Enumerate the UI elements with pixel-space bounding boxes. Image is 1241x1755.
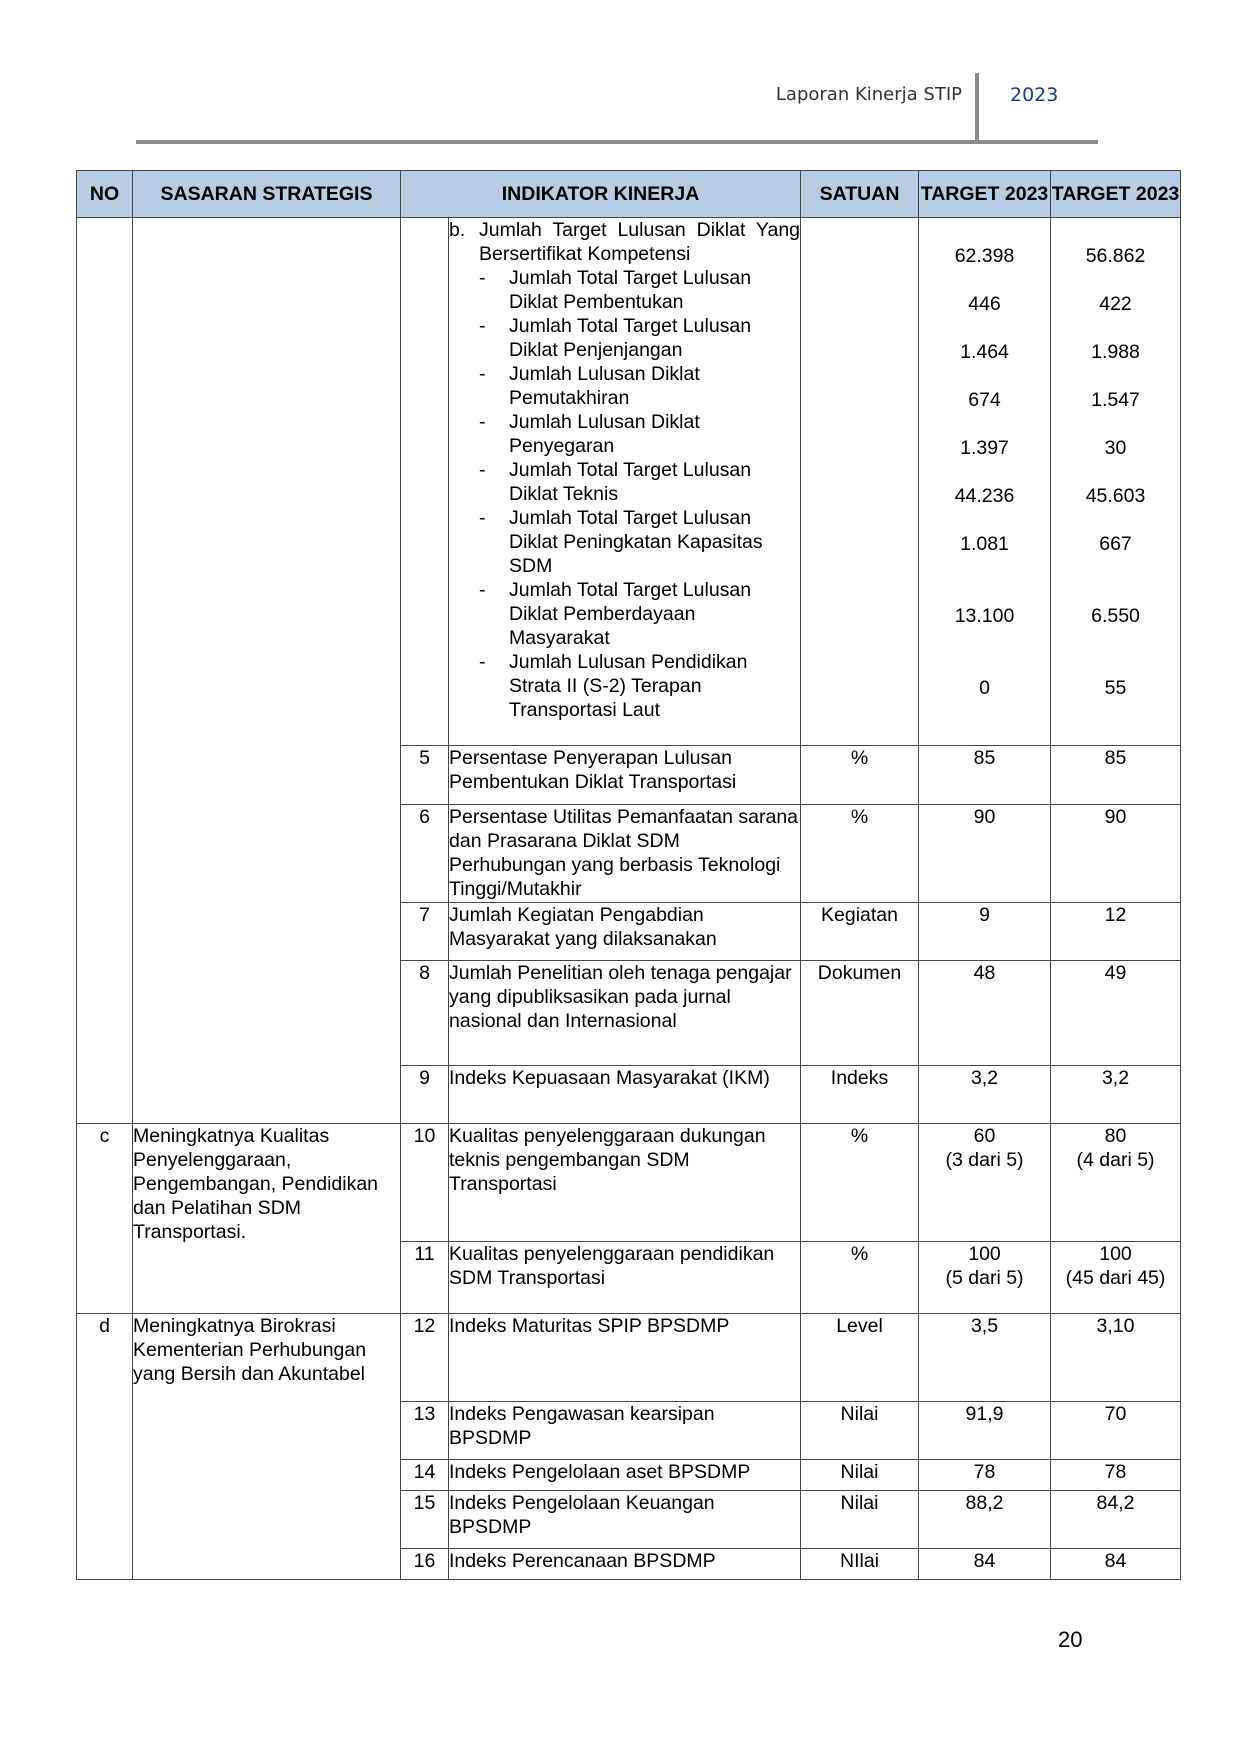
table-header-row bbox=[77, 171, 1181, 218]
table-row: 15 Indeks Pengelolaan Keuangan BPSDMP Nilai 88,2 84,2 bbox=[77, 1491, 1181, 1549]
list-item: - Jumlah Total Target Lulusan Diklat Teknis bbox=[479, 459, 752, 505]
table-row: 5 Persentase Penyerapan Lulusan Pembentukan Diklat Transportasi % 85 85 bbox=[77, 746, 1181, 805]
table-row: d Meningkatnya Birokrasi Kementerian Perhubungan yang Bersih dan Akuntabel 12 Indeks Maturitas SPIP BPSDMP Level 3,5 3,10 bbox=[77, 1314, 1181, 1402]
header-sasaran: SASARAN STRATEGIS bbox=[133, 171, 401, 218]
target-2-cell: 56.862 422 1.988 1.547 30 45.603 667 6.550 55 bbox=[1051, 218, 1181, 746]
table-row: 16 Indeks Perencanaan BPSDMP NIlai 84 84 bbox=[77, 1549, 1181, 1580]
table-row: 13 Indeks Pengawasan kearsipan BPSDMP Nilai 91,9 70 bbox=[77, 1402, 1181, 1460]
list-item: - Jumlah Total Target Lulusan Diklat Peningkatan Kapasitas SDM bbox=[479, 507, 763, 577]
report-title: Laporan Kinerja STIP bbox=[775, 84, 962, 105]
header-rule bbox=[136, 140, 1098, 144]
table-row bbox=[77, 218, 1181, 746]
target-1-cell: 62.398 446 1.464 674 1.397 44.236 1.081 13.100 0 bbox=[919, 218, 1051, 746]
header-divider bbox=[975, 73, 979, 144]
sasaran-text: Meningkatnya Birokrasi Kementerian Perhubungan yang Bersih dan Akuntabel bbox=[133, 1314, 401, 1580]
performance-table bbox=[76, 170, 1181, 1580]
list-item: - Jumlah Total Target Lulusan Diklat Pembentukan bbox=[479, 267, 752, 313]
indicator-heading: b. Jumlah Target Lulusan Diklat Yang Bersertifikat Kompetensi bbox=[449, 219, 801, 265]
satuan-cell bbox=[801, 218, 919, 746]
table-row: 9 Indeks Kepuasaan Masyarakat (IKM) Indeks 3,2 3,2 bbox=[77, 1066, 1181, 1124]
group-label: c bbox=[77, 1124, 133, 1314]
header-satuan: SATUAN bbox=[801, 171, 919, 218]
table-row: 14 Indeks Pengelolaan aset BPSDMP Nilai 78 78 bbox=[77, 1460, 1181, 1491]
header-indikator: INDIKATOR KINERJA bbox=[401, 171, 801, 218]
header-target-2: TARGET 2023 bbox=[1051, 171, 1181, 218]
list-item: - Jumlah Lulusan Diklat Pemutakhiran bbox=[479, 363, 700, 409]
group-label: d bbox=[77, 1314, 133, 1580]
indikator-cell bbox=[449, 218, 801, 746]
sasaran-cell bbox=[133, 218, 401, 1124]
header-no: NO bbox=[77, 171, 133, 218]
header-target-1: TARGET 2023 bbox=[919, 171, 1051, 218]
table-row: c Meningkatnya Kualitas Penyelenggaraan, Pengembangan, Pendidikan dan Pelatihan SDM Transportasi. 10 Kualitas penyelenggaraan dukungan teknis pengembangan SDM Transportasi % 60 (3 dari 5) 80 (4 dari 5) bbox=[77, 1124, 1181, 1242]
table-row: 7 Jumlah Kegiatan Pengabdian Masyarakat yang dilaksanakan Kegiatan 9 12 bbox=[77, 903, 1181, 961]
table-row: 11 Kualitas penyelenggaraan pendidikan SDM Transportasi % 100 (5 dari 5) 100 (45 dari 45) bbox=[77, 1242, 1181, 1314]
list-item: - Jumlah Total Target Lulusan Diklat Pemberdayaan Masyarakat bbox=[479, 579, 752, 649]
no-cell bbox=[77, 218, 133, 1124]
list-item: - Jumlah Lulusan Diklat Penyegaran bbox=[479, 411, 700, 457]
number-cell bbox=[401, 218, 449, 746]
list-item: - Jumlah Total Target Lulusan Diklat Penjenjangan bbox=[479, 315, 752, 361]
table-row: 6 Persentase Utilitas Pemanfaatan sarana dan Prasarana Diklat SDM Perhubungan yang berbasis Teknologi Tinggi/Mutakhir % 90 90 bbox=[77, 805, 1181, 903]
table-row: 8 Jumlah Penelitian oleh tenaga pengajar yang dipubliksasikan pada jurnal nasional dan Internasional Dokumen 48 49 bbox=[77, 961, 1181, 1066]
list-item: - Jumlah Lulusan Pendidikan Strata II (S-2) Terapan Transportasi Laut bbox=[479, 651, 748, 721]
report-year: 2023 bbox=[1010, 84, 1059, 106]
sasaran-text: Meningkatnya Kualitas Penyelenggaraan, Pengembangan, Pendidikan dan Pelatihan SDM Transportasi. bbox=[133, 1124, 401, 1314]
page-number: 20 bbox=[1058, 1627, 1083, 1652]
